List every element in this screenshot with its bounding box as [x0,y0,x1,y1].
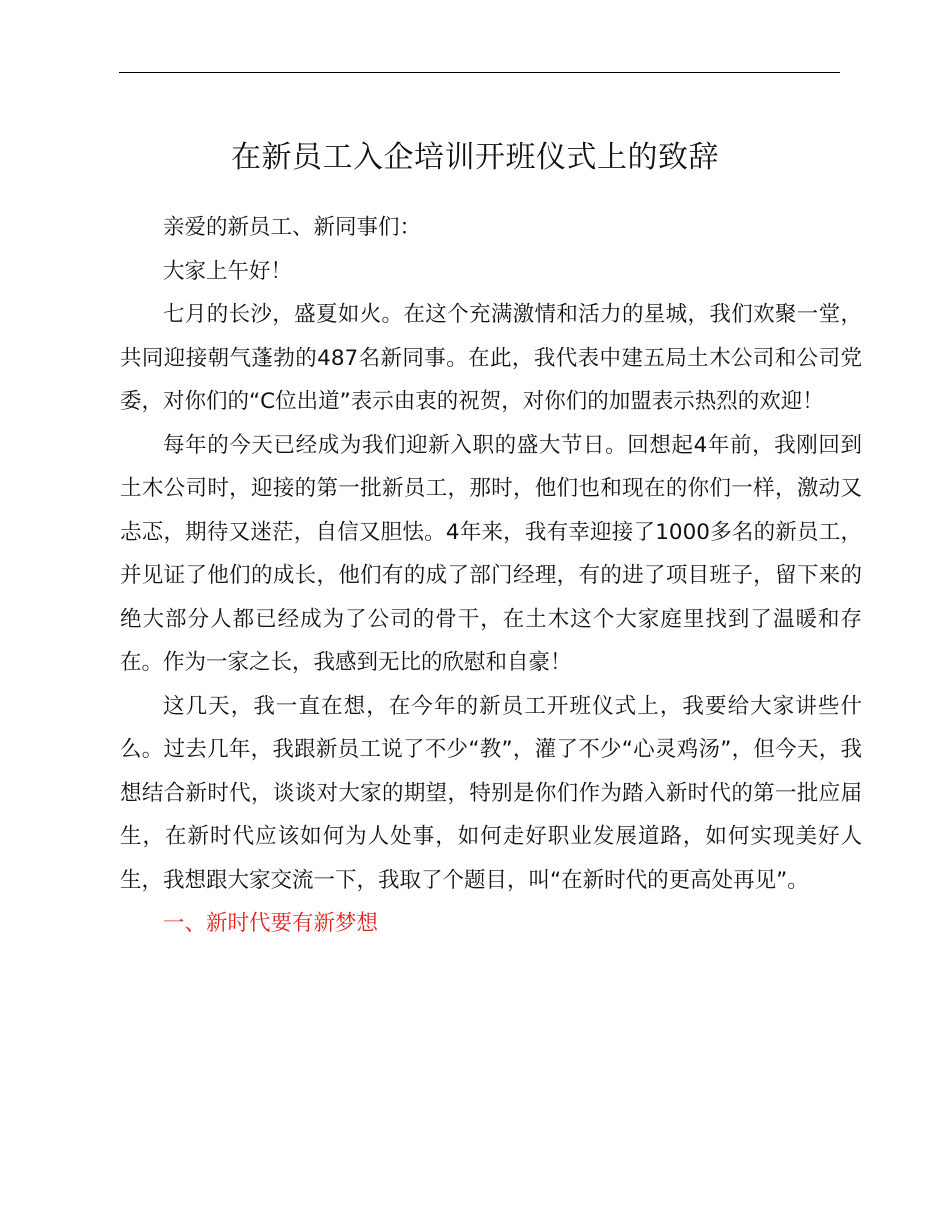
section-heading: 一、新时代要有新梦想 [163,911,379,936]
greeting-paragraph: 大家上午好！ [163,258,293,284]
document-body [120,206,862,946]
document-title: 在新员工入企培训开班仪式上的致辞 [231,140,719,175]
header-rule [119,72,840,73]
salutation-paragraph: 亲爱的新员工、新同事们： [163,215,422,240]
body-paragraph: 每年的今天已经成为我们迎新入职的盛大节日。回想起4年前，我刚回到土木公司时，迎接的第一批新员工，那时，他们也和现在的你们一样，激动又忐忑，期待又迷茫，自信又胆怯。4年来，我有幸迎接了1000多名的新员工，并见证了他们的成长，他们有的成了部门经理，有的进了项目班子，留下来的绝大部分人都已经成为了公司的骨干，在土木这个大家庭里找到了温暖和存在。作为一家之长，我感到无比的欣慰和自豪！ [120,432,862,675]
body-paragraph: 七月的长沙，盛夏如火。在这个充满激情和活力的星城，我们欢聚一堂，共同迎接朝气蓬勃的487名新同事。在此，我代表中建五局土木公司和公司党委，对你们的“C位出道”表示由衷的祝贺，对你们的加盟表示热烈的欢迎！ [120,302,862,414]
body-paragraph: 这几天，我一直在想，在今年的新员工开班仪式上，我要给大家讲些什么。过去几年，我跟新员工说了不少“教”，灌了不少“心灵鸡汤”，但今天，我想结合新时代，谈谈对大家的期望，特别是你们作为踏入新时代的第一批应届生，在新时代应该如何为人处事，如何走好职业发展道路，如何实现美好人生，我想跟大家交流一下，我取了个题目，叫“在新时代的更高处再见”。 [120,693,862,893]
